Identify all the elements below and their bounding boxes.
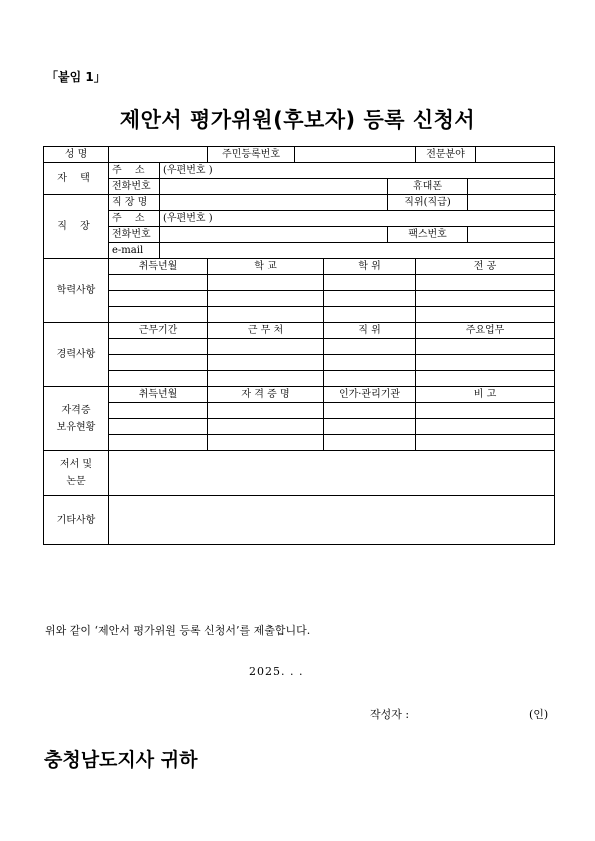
career-header: 근무기간 (109, 323, 208, 339)
cert-header: 인가·관리기관 (324, 387, 416, 403)
specialty-field[interactable] (476, 147, 555, 163)
home-phone-field[interactable] (160, 179, 388, 195)
declaration-text: 위와 같이 ‘제안서 평가위원 등록 신청서’를 제출합니다. (45, 624, 311, 637)
career-header: 주요업무 (416, 323, 555, 339)
mobile-field[interactable] (468, 179, 555, 195)
work-section-label: 직 장 (44, 195, 109, 259)
attachment-label: 「붙임 1」 (46, 70, 106, 84)
cert-row (44, 403, 555, 419)
position-grade-label: 직위(직급) (388, 195, 468, 211)
cert-label-line1: 자격증 (61, 404, 91, 416)
registration-form-table (43, 146, 555, 545)
specialty-label: 전문분야 (416, 147, 476, 163)
home-section-label: 자 택 (44, 163, 109, 195)
cert-label-line2: 보유현황 (56, 421, 96, 433)
career-header: 직 위 (324, 323, 416, 339)
pubs-field[interactable] (109, 451, 555, 496)
name-field[interactable] (109, 147, 208, 163)
career-row (44, 371, 555, 387)
education-row (44, 291, 555, 307)
mobile-label: 휴대폰 (388, 179, 468, 195)
position-grade-field[interactable] (468, 195, 555, 211)
addressee: 충청남도지사 귀하 (44, 749, 198, 771)
work-address-label: 주 소 (109, 211, 160, 227)
email-label: e-mail (109, 243, 160, 259)
work-phone-field[interactable] (160, 227, 388, 243)
work-address-field[interactable]: (우편번호 ) (160, 211, 555, 227)
pubs-section-label (44, 451, 109, 496)
cert-header: 취득년월 (109, 387, 208, 403)
workplace-label: 직 장 명 (109, 195, 160, 211)
date-text: 2025. . . (249, 665, 304, 678)
other-field[interactable] (109, 496, 555, 545)
education-header: 취득년월 (109, 259, 208, 275)
cert-row (44, 419, 555, 435)
home-address-field[interactable]: (우편번호 ) (160, 163, 555, 179)
cert-section-label (44, 387, 109, 451)
workplace-field[interactable] (160, 195, 388, 211)
fax-field[interactable] (468, 227, 555, 243)
career-row (44, 339, 555, 355)
education-row (44, 275, 555, 291)
education-row (44, 307, 555, 323)
education-section-label: 학력사항 (44, 259, 109, 323)
work-phone-label: 전화번호 (109, 227, 160, 243)
home-phone-label: 전화번호 (109, 179, 160, 195)
rrn-field[interactable] (295, 147, 416, 163)
writer-label: 작성자 : (370, 708, 410, 721)
pubs-label-line2: 논문 (66, 476, 86, 487)
document-title: 제안서 평가위원(후보자) 등록 신청서 (119, 108, 476, 132)
name-label: 성 명 (44, 147, 109, 163)
fax-label: 팩스번호 (388, 227, 468, 243)
cert-row (44, 435, 555, 451)
career-row (44, 355, 555, 371)
cert-header: 자 격 증 명 (208, 387, 324, 403)
education-header: 학 위 (324, 259, 416, 275)
other-section-label: 기타사항 (44, 496, 109, 545)
career-section-label: 경력사항 (44, 323, 109, 387)
cert-header: 비 고 (416, 387, 555, 403)
home-address-label: 주 소 (109, 163, 160, 179)
pubs-label-line1: 저서 및 (59, 459, 93, 470)
education-header: 학 교 (208, 259, 324, 275)
seal-label: (인) (529, 708, 549, 721)
career-header: 근 무 처 (208, 323, 324, 339)
education-header: 전 공 (416, 259, 555, 275)
rrn-label: 주민등록번호 (208, 147, 295, 163)
email-field[interactable] (160, 243, 555, 259)
